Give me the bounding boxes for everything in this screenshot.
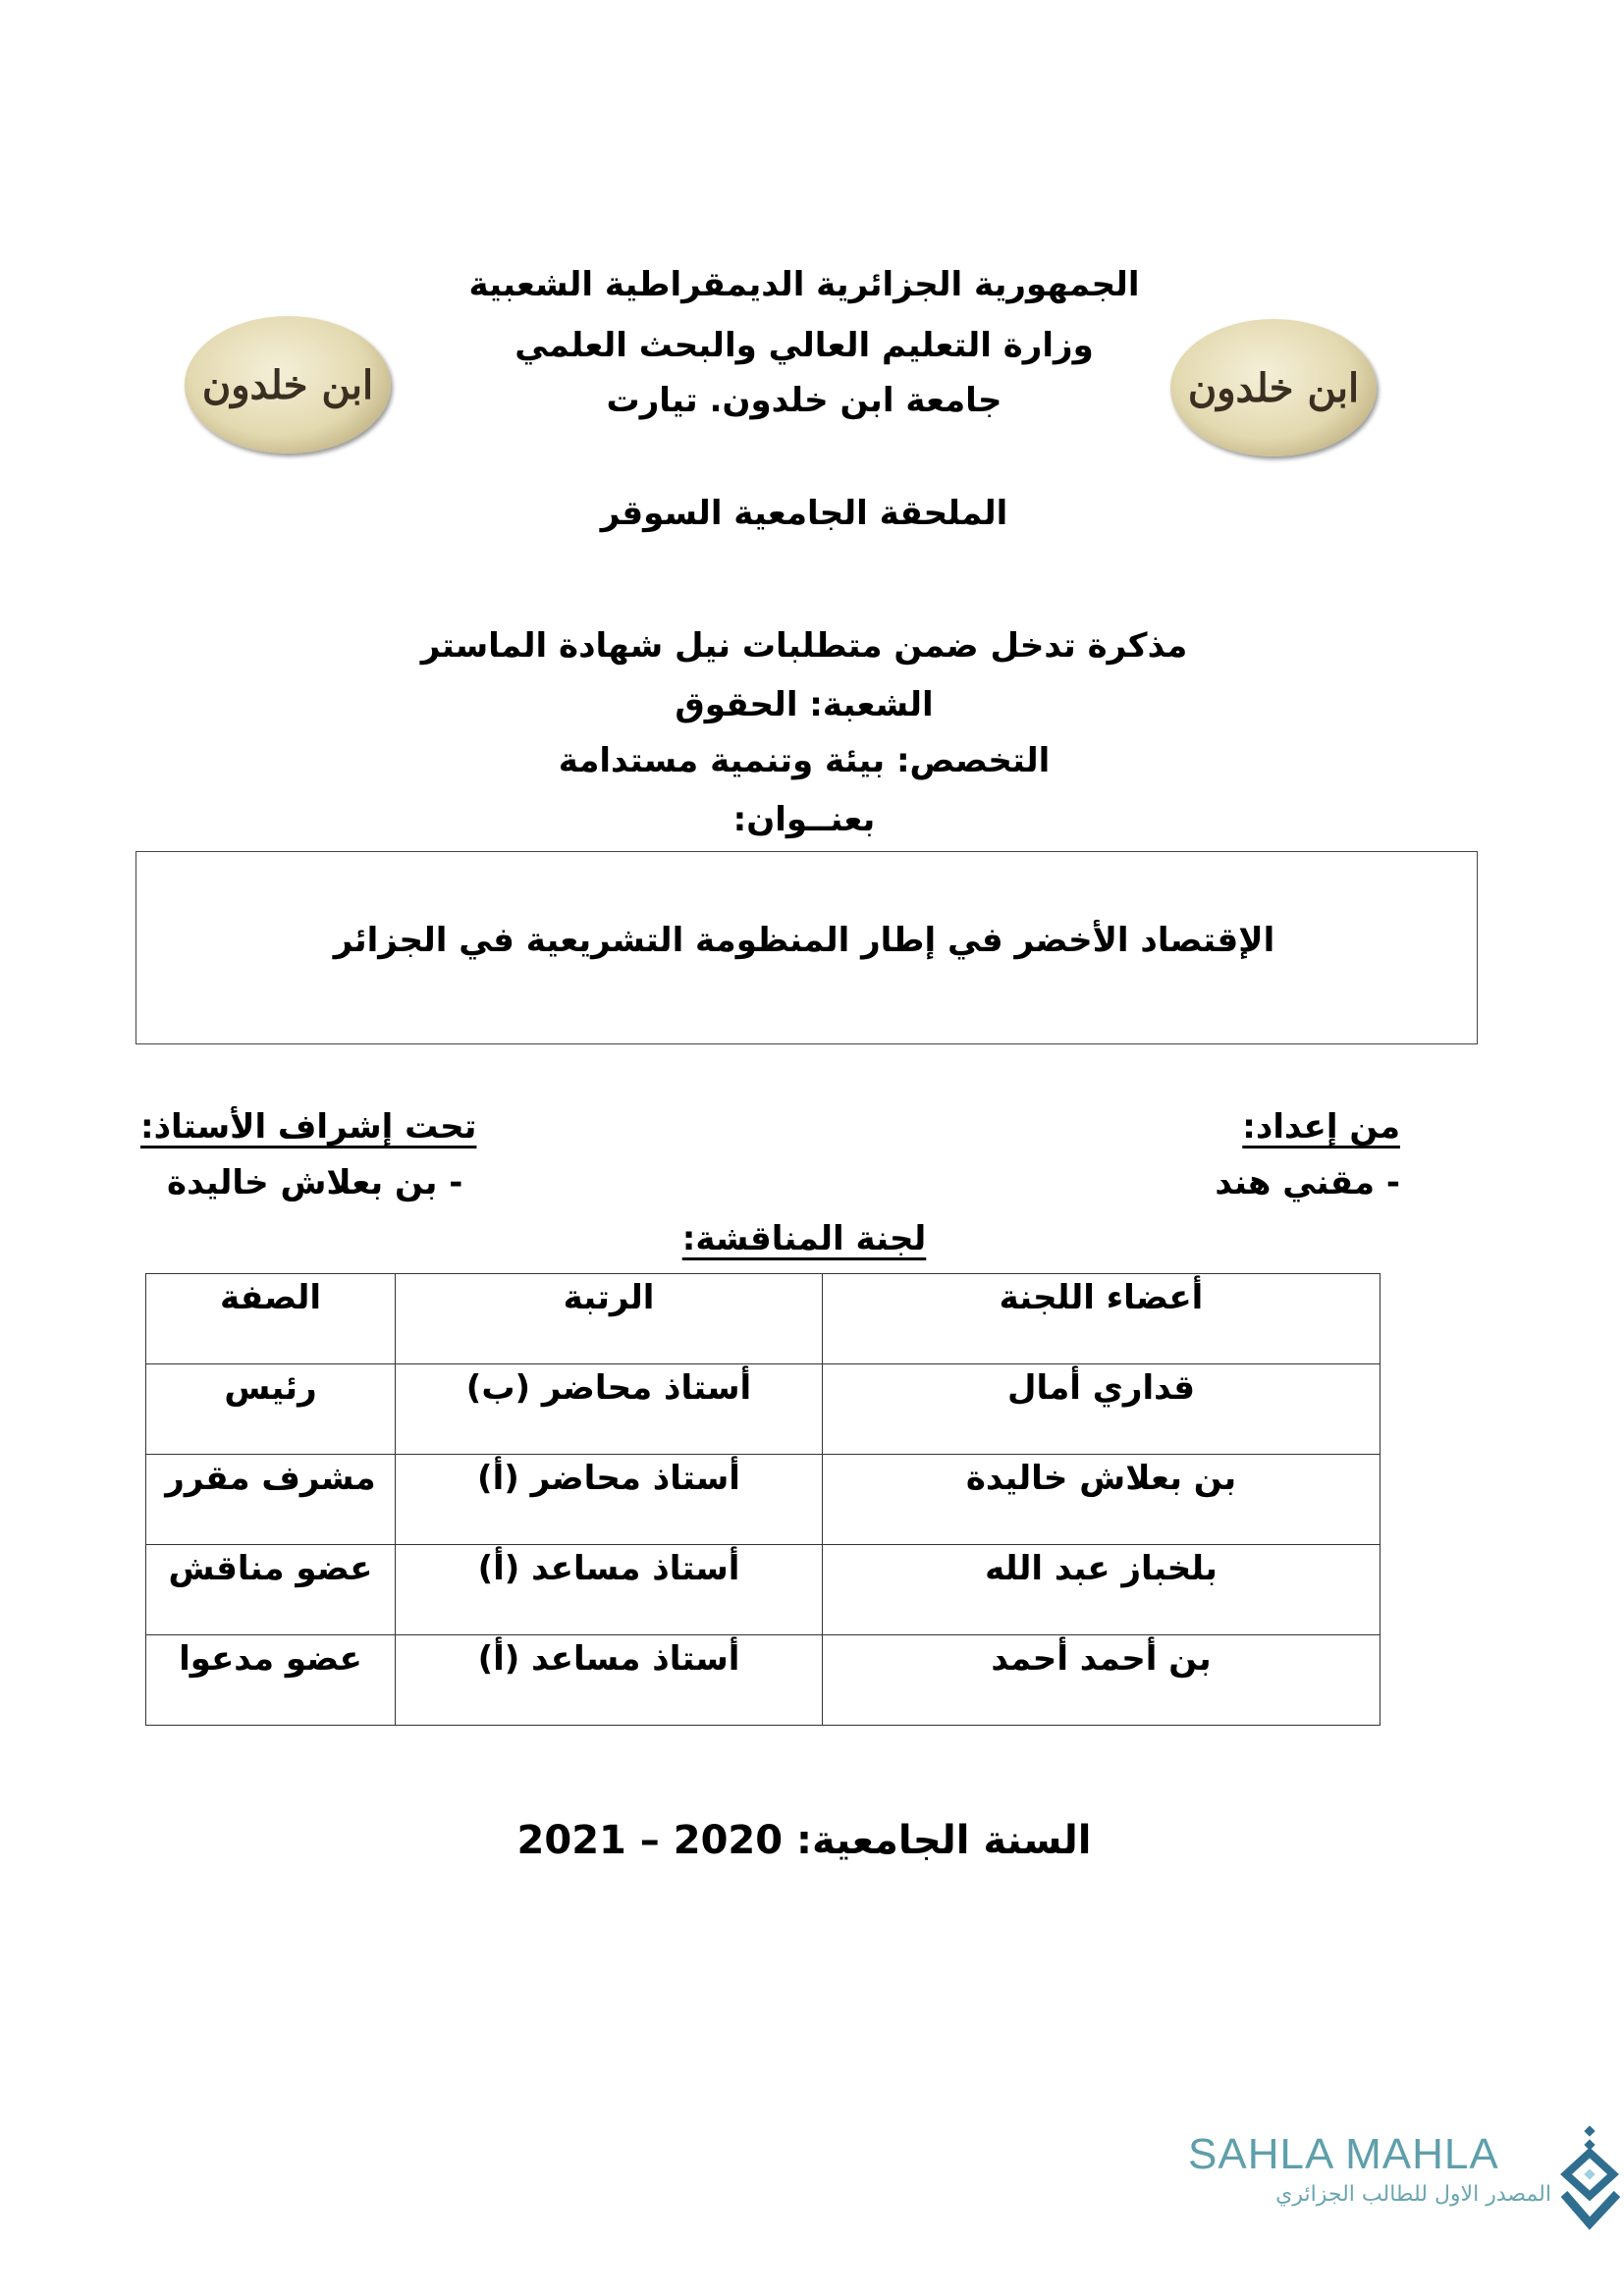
member-name: بن أحمد أحمد	[823, 1635, 1380, 1726]
prepared-by-label: من إعداد:	[1242, 1107, 1400, 1147]
student-name: - مقني هند	[1215, 1163, 1400, 1202]
committee-table	[145, 1273, 1380, 1726]
specialty: التخصص: بيئة وتنمية مستدامة	[558, 741, 1051, 780]
member-name: بلخباز عبد الله	[823, 1545, 1380, 1635]
member-rank: أستاذ محاضر (ب)	[396, 1364, 823, 1455]
seal-text: ابن خلدون	[201, 361, 374, 408]
member-role: مشرف مقرر	[146, 1455, 396, 1545]
sahla-mahla-watermark	[1183, 2125, 1624, 2233]
member-role: رئيس	[146, 1364, 396, 1455]
table-row	[146, 1455, 1380, 1545]
member-role: عضو مدعوا	[146, 1635, 396, 1726]
header-rank: الرتبة	[396, 1274, 823, 1364]
thesis-purpose: مذكرة تدخل ضمن متطلبات نيل شهادة الماستر	[420, 626, 1188, 666]
watermark-name: SAHLA MAHLA	[1188, 2130, 1499, 2178]
member-rank: أستاذ محاضر (أ)	[396, 1455, 823, 1545]
member-rank: أستاذ مساعد (أ)	[396, 1545, 823, 1635]
supervisor-label: تحت إشراف الأستاذ:	[140, 1107, 477, 1147]
supervisor-name: - بن بعلاش خاليدة	[167, 1163, 463, 1202]
title-label: بعنــوان:	[732, 800, 876, 839]
branch: الشعبة: الحقوق	[675, 685, 934, 724]
ministry-line: وزارة التعليم العالي والبحث العلمي	[514, 326, 1094, 365]
watermark-slogan: المصدر الاول للطالب الجزائري	[1275, 2182, 1551, 2207]
university-line: جامعة ابن خلدون. تيارت	[606, 381, 1002, 420]
member-rank: أستاذ مساعد (أ)	[396, 1635, 823, 1726]
table-header-row	[146, 1274, 1380, 1364]
thesis-title: الإقتصاد الأخضر في إطار المنظومة التشريعية في الجزائر	[333, 921, 1275, 960]
table-row	[146, 1364, 1380, 1455]
committee-label: لجنة المناقشة:	[681, 1219, 927, 1258]
member-name: بن بعلاش خاليدة	[823, 1455, 1380, 1545]
header-role: الصفة	[146, 1274, 396, 1364]
member-role: عضو مناقش	[146, 1545, 396, 1635]
academic-year: السنة الجامعية: 2020 – 2021	[516, 1818, 1092, 1863]
table-row	[146, 1545, 1380, 1635]
republic-line: الجمهورية الجزائرية الديمقراطية الشعبية	[468, 265, 1140, 304]
annex-line: الملحقة الجامعية السوقر	[600, 494, 1008, 533]
calligraphy-emblem-icon	[1556, 2125, 1624, 2233]
member-name: قداري أمال	[823, 1364, 1380, 1455]
table-row	[146, 1635, 1380, 1726]
seal-text: ابن خلدون	[1187, 364, 1360, 411]
header-members: أعضاء اللجنة	[823, 1274, 1380, 1364]
